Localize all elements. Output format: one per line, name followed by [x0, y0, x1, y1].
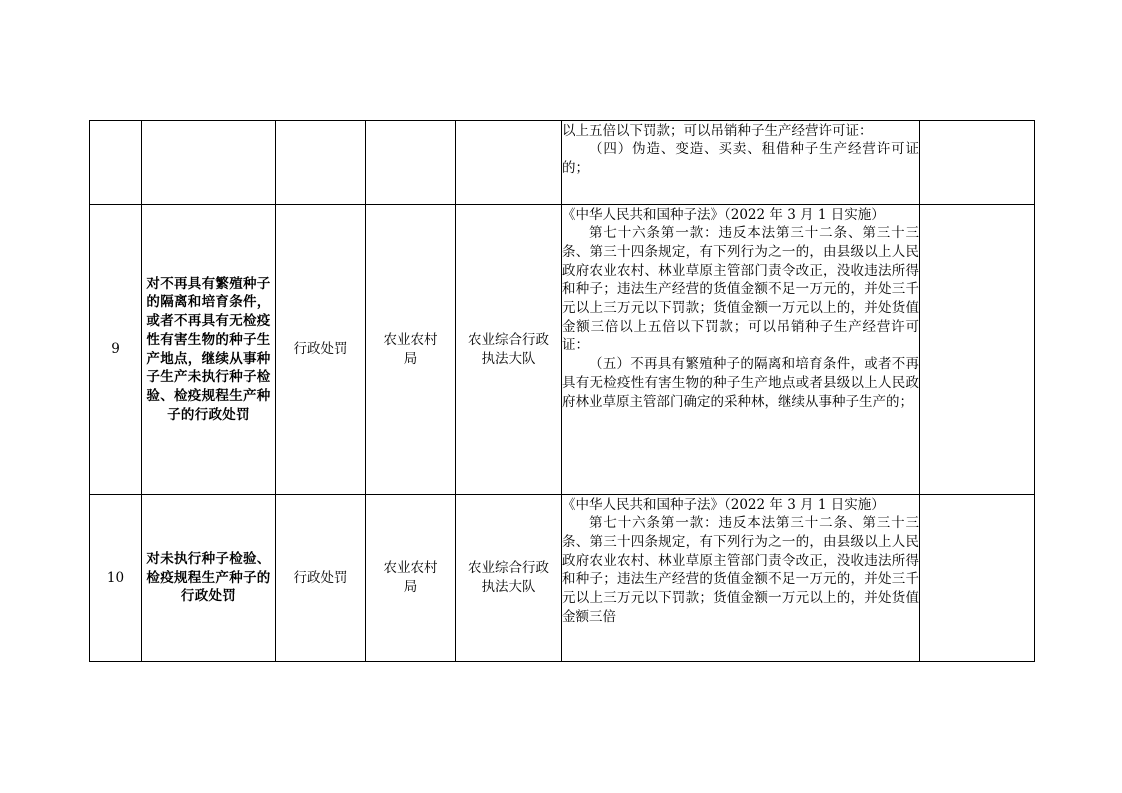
- basis-paragraph: 《中华人民共和国种子法》（2022 年 3 月 1 日实施）: [562, 496, 885, 513]
- legal-basis: [562, 495, 920, 662]
- item-name: 对未执行种子检验、检疫规程生产种子的行政处罚: [142, 495, 276, 662]
- category: [276, 121, 366, 205]
- row-number: [90, 121, 142, 205]
- basis-paragraph: 第七十六条第一款：违反本法第三十二条、第三十三条、第三十四条规定，有下列行为之一的，由县级以上人民政府农业农村、林业草原主管部门责令改正，没收违法所得和种子；违法生产经营的货值金额不足一万元的，并处三千元以上三万元以下罚款；货值金额一万元以上的，并处货值金额三倍以上五倍以下罚款；可以吊销种子生产经营许可证：: [562, 225, 919, 354]
- row-number: 10: [90, 495, 142, 662]
- legal-basis: [562, 205, 920, 495]
- table-row: [90, 121, 1035, 205]
- basis-paragraph: （四）伪造、变造、买卖、租借种子生产经营许可证的；: [562, 141, 919, 176]
- basis-paragraph: （五）不再具有繁殖种子的隔离和培育条件，或者不再具有无检疫性有害生物的种子生产地点或者县级以上人民政府林业草原主管部门确定的采种林，继续从事种子生产的；: [562, 356, 919, 410]
- executor: 农业综合行政执法大队: [456, 495, 562, 662]
- note: [920, 495, 1035, 662]
- item-name: 对不再具有繁殖种子的隔离和培育条件，或者不再具有无检疫性有害生物的种子生产地点，继续从事种子生产未执行种子检验、检疫规程生产种子的行政处罚: [142, 205, 276, 495]
- note: [920, 121, 1035, 205]
- note: [920, 205, 1035, 495]
- authority: 农业农村局: [366, 205, 456, 495]
- basis-paragraph: 以上五倍以下罚款；可以吊销种子生产经营许可证：: [562, 122, 873, 139]
- table-row: [90, 495, 1035, 662]
- basis-paragraph: 《中华人民共和国种子法》（2022 年 3 月 1 日实施）: [562, 206, 885, 223]
- table-row: [90, 205, 1035, 495]
- legal-basis: [562, 121, 920, 205]
- category: 行政处罚: [276, 205, 366, 495]
- authority: 农业农村局: [366, 495, 456, 662]
- row-number: 9: [90, 205, 142, 495]
- executor: 农业综合行政执法大队: [456, 205, 562, 495]
- penalty-table: [89, 120, 1035, 662]
- basis-paragraph: 第七十六条第一款：违反本法第三十二条、第三十三条、第三十四条规定，有下列行为之一的，由县级以上人民政府农业农村、林业草原主管部门责令改正，没收违法所得和种子；违法生产经营的货值金额不足一万元的，并处三千元以上三万元以下罚款；货值金额一万元以上的，并处货值金额三倍: [562, 515, 919, 625]
- executor: [456, 121, 562, 205]
- authority: [366, 121, 456, 205]
- item-name: [142, 121, 276, 205]
- category: 行政处罚: [276, 495, 366, 662]
